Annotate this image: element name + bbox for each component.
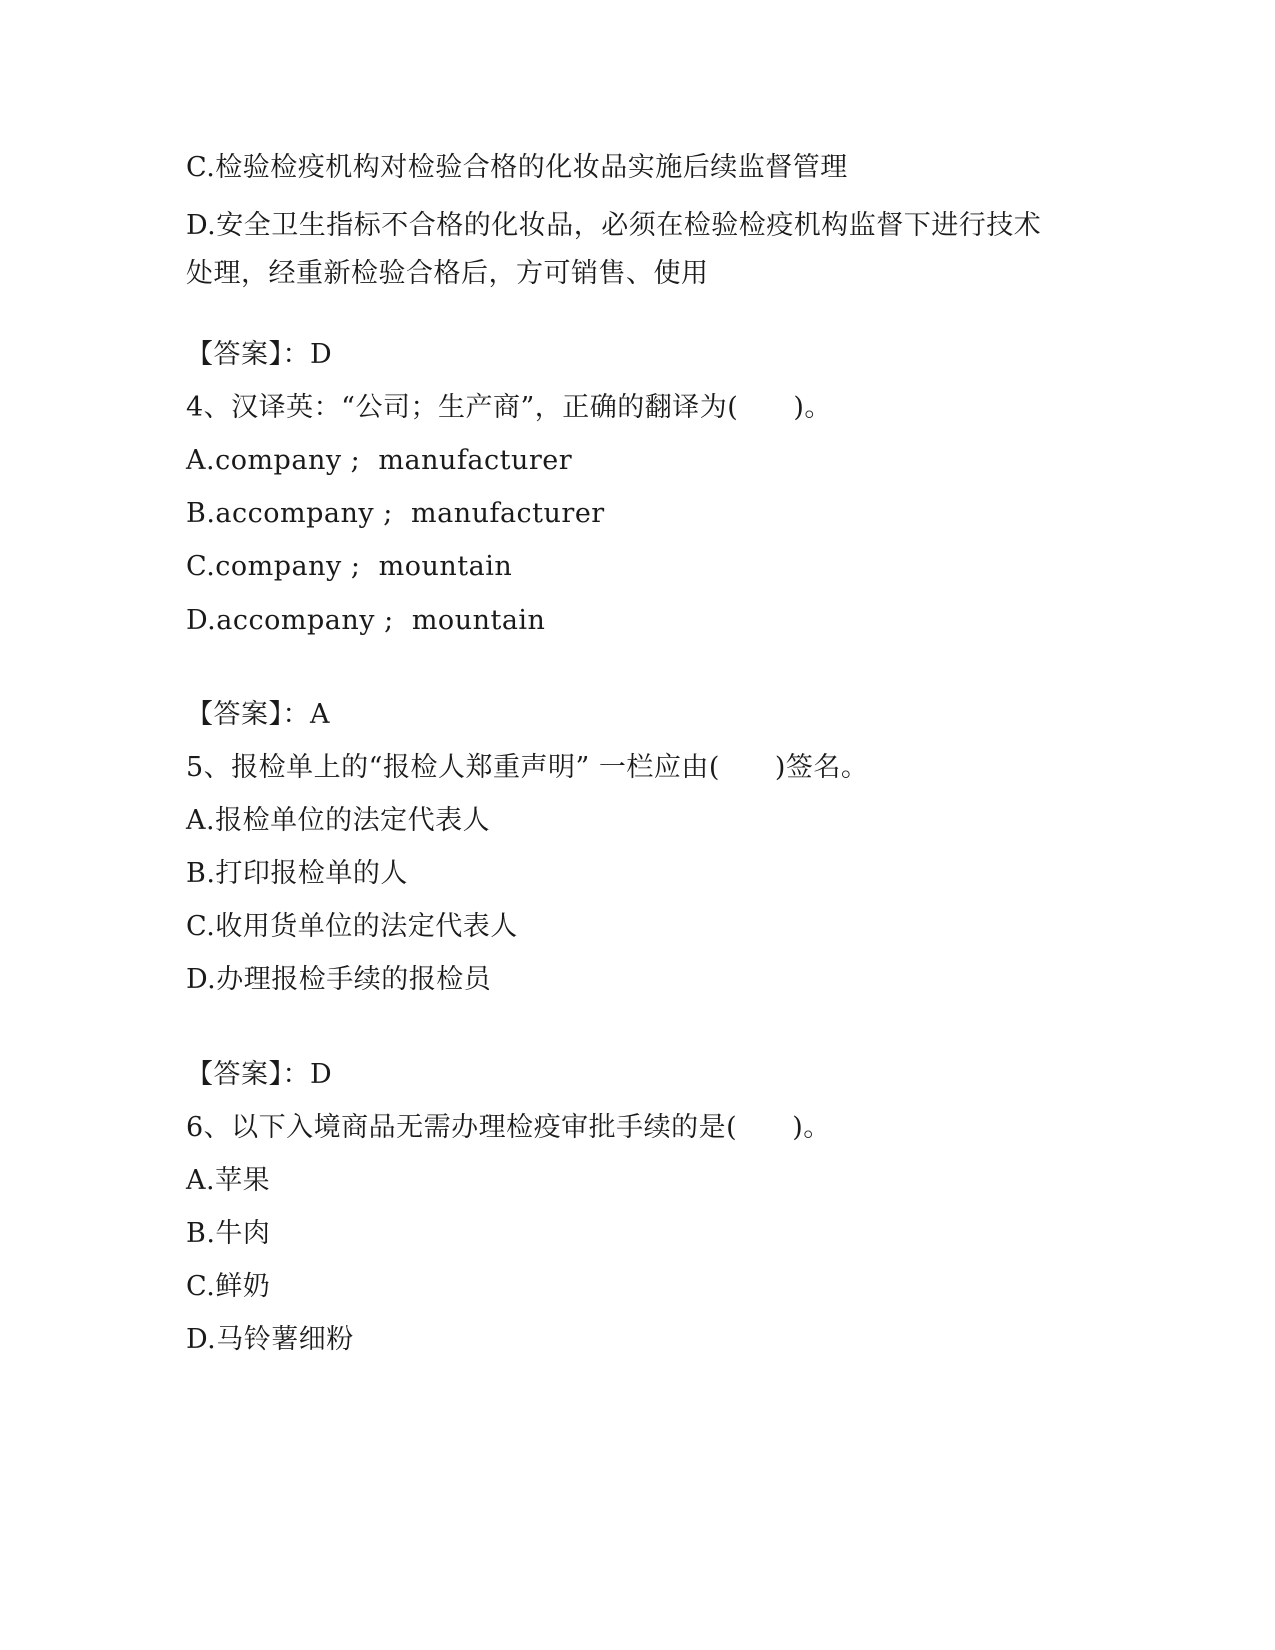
q5-option-a: A.报检单位的法定代表人 <box>186 805 491 836</box>
q5-stem: 5、报检单上的“报检人郑重声明” 一栏应由( )签名。 <box>186 752 869 783</box>
q4-option-c: C.company ; mountain <box>186 551 513 582</box>
q3-answer: 【答案】：D <box>186 339 333 370</box>
q6-option-b: B.牛肉 <box>186 1218 271 1249</box>
q6-stem: 6、以下入境商品无需办理检疫审批手续的是( )。 <box>186 1112 831 1143</box>
q5-answer: 【答案】：D <box>186 1059 333 1090</box>
q5-option-c: C.收用货单位的法定代表人 <box>186 911 518 942</box>
q5-option-d: D.办理报检手续的报检员 <box>186 964 492 995</box>
q4-option-b: B.accompany ; manufacturer <box>186 498 605 529</box>
q6-option-d: D.马铃薯细粉 <box>186 1324 354 1355</box>
q3-option-c: C.检验检疫机构对检验合格的化妆品实施后续监督管理 <box>186 152 848 183</box>
q5-option-b: B.打印报检单的人 <box>186 858 408 889</box>
q3-option-d: D.安全卫生指标不合格的化妆品，必须在检验检疫机构监督下进行技术处理，经重新检验合格后，方可销售、使用 <box>186 210 1042 289</box>
q4-option-d: D.accompany ; mountain <box>186 605 546 636</box>
q4-answer: 【答案】：A <box>186 699 330 730</box>
q6-option-c: C.鲜奶 <box>186 1271 271 1302</box>
q4-stem: 4、汉译英：“公司；生产商”，正确的翻译为( )。 <box>186 392 832 423</box>
q4-option-a: A.company ; manufacturer <box>186 445 573 476</box>
q6-option-a: A.苹果 <box>186 1165 271 1196</box>
